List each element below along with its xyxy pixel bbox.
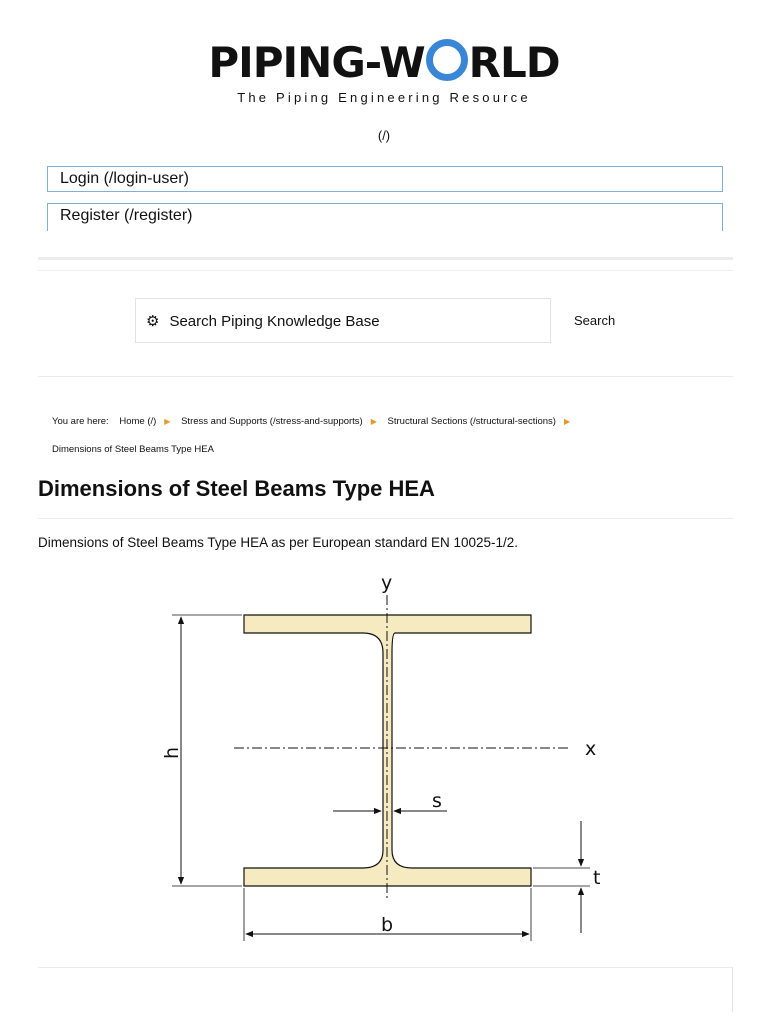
search-placeholder: Search Piping Knowledge Base — [169, 313, 380, 330]
divider — [38, 270, 733, 271]
breadcrumb-home[interactable]: Home (/) — [119, 416, 157, 427]
breadcrumb-stress-and-supports[interactable]: Stress and Supports (/stress-and-supports) — [181, 416, 363, 427]
logo-wordmark: PIPING-W RLD — [208, 38, 560, 87]
divider — [38, 257, 733, 260]
site-logo[interactable] — [0, 38, 768, 105]
label-t: t — [593, 867, 601, 889]
divider — [38, 518, 733, 519]
label-s: s — [432, 790, 442, 812]
home-link[interactable]: (/) — [377, 128, 391, 143]
page-title: Dimensions of Steel Beams Type HEA — [38, 476, 435, 501]
chevron-right-icon: ▶ — [164, 417, 171, 426]
chevron-right-icon: ▶ — [563, 417, 571, 426]
login-link[interactable]: Login (/login-user) — [47, 166, 723, 192]
logo-o-ring-icon — [426, 39, 468, 81]
breadcrumb-structural-sections[interactable]: Structural Sections (/structural-sections) — [387, 416, 556, 427]
breadcrumb-current: Dimensions of Steel Beams Type HEA — [52, 444, 214, 455]
logo-tagline: The Piping Engineering Resource — [237, 90, 531, 105]
breadcrumb-prefix: You are here: — [52, 416, 109, 427]
label-x: x — [585, 738, 597, 760]
divider — [732, 967, 733, 1012]
register-link[interactable]: Register (/register) — [47, 203, 723, 231]
hea-beam-diagram — [150, 565, 620, 945]
search-button[interactable]: Search — [574, 313, 616, 328]
breadcrumb — [52, 416, 578, 427]
search-input[interactable] — [135, 298, 551, 343]
page-description: Dimensions of Steel Beams Type HEA as per European standard EN 10025-1/2. — [38, 535, 519, 550]
label-h: h — [161, 746, 183, 759]
label-b: b — [381, 914, 394, 936]
divider — [38, 376, 733, 377]
gear-icon: ⚙ — [146, 313, 160, 330]
chevron-right-icon: ▶ — [370, 417, 377, 426]
divider — [38, 967, 733, 968]
label-y: y — [381, 572, 393, 594]
